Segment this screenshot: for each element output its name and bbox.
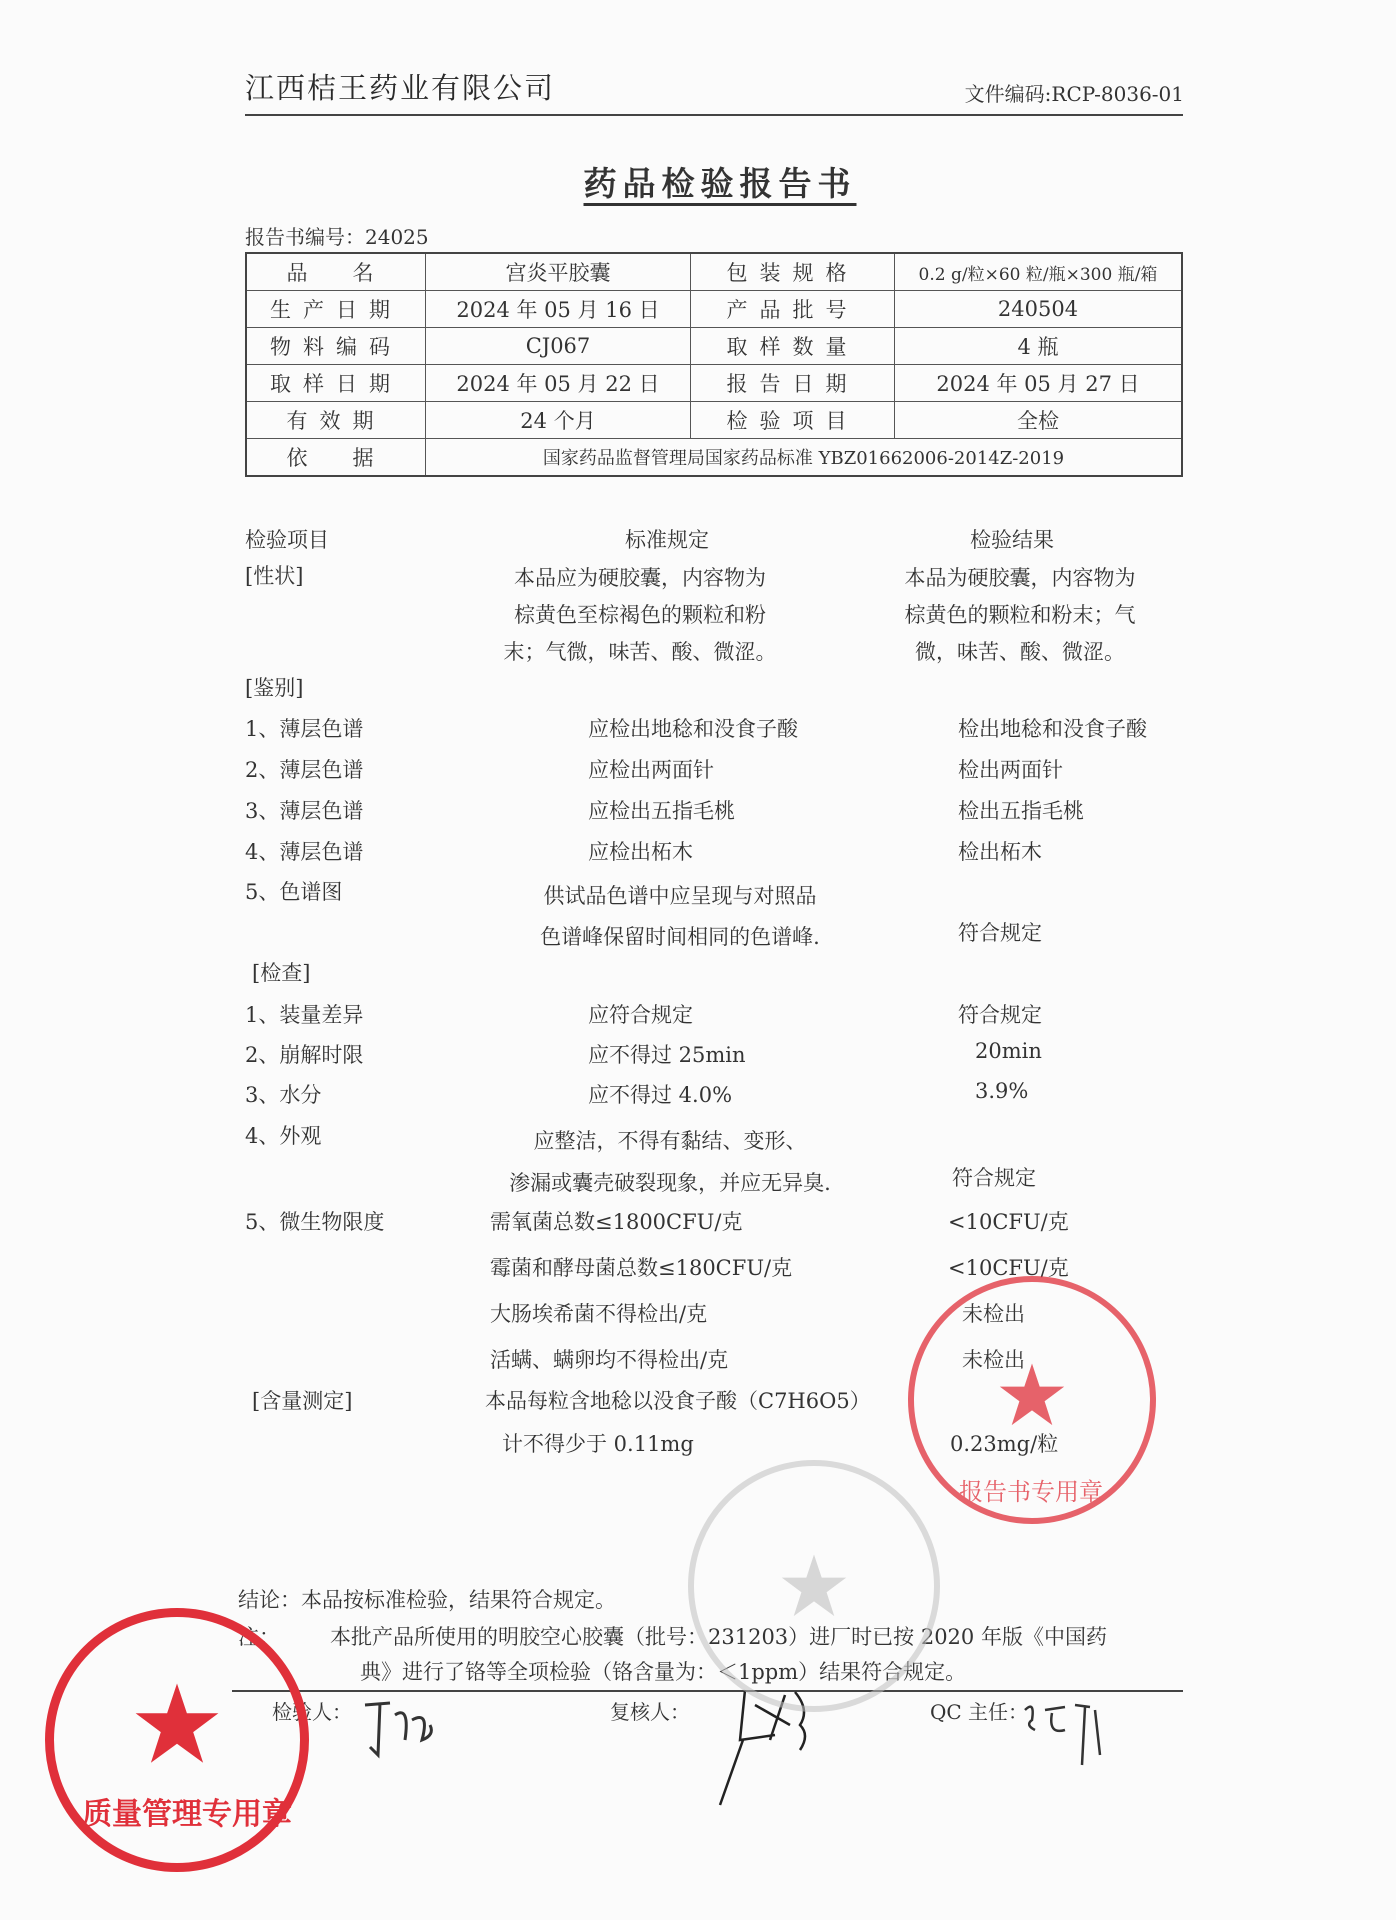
micro-standard: 活螨、螨卵均不得检出/克 <box>490 1348 729 1372</box>
field-label: 取样日期 <box>246 365 426 402</box>
star-icon <box>132 1679 222 1769</box>
field-value: 24 个月 <box>426 402 691 439</box>
field-label: 有效期 <box>246 402 426 439</box>
field-value: 全检 <box>895 402 1183 439</box>
identification-item: 4、薄层色谱 <box>245 840 364 864</box>
inspection-result: 3.9% <box>975 1079 1029 1103</box>
note-line1: 本批产品所使用的明胶空心胶囊（批号：231203）进厂时已按 2020 年版《中国药 <box>330 1625 1107 1649</box>
info-row <box>246 291 1182 328</box>
micro-result: <10CFU/克 <box>948 1256 1069 1280</box>
appearance-check-item: 4、外观 <box>245 1124 322 1148</box>
micro-standard: 大肠埃希菌不得检出/克 <box>490 1302 708 1326</box>
line: 应整洁，不得有黏结、变形、 <box>533 1129 807 1153</box>
note-label: 注： <box>238 1625 280 1649</box>
inspection-standard: 应符合规定 <box>588 1003 693 1027</box>
inspection-standard: 应不得过 4.0% <box>588 1083 733 1107</box>
line: 末；气微，味苦、酸、微涩。 <box>503 640 777 664</box>
assay-standard-line2: 计不得少于 0.11mg <box>502 1432 694 1456</box>
gray-company-seal <box>688 1460 940 1712</box>
identification-standard: 应检出五指毛桃 <box>588 799 735 823</box>
inspection-result: 20min <box>975 1039 1042 1063</box>
inspector-signature <box>360 1695 440 1765</box>
appearance-check-standard <box>460 1120 880 1204</box>
line: 微，味苦、酸、微涩。 <box>915 640 1125 664</box>
field-value: 2024 年 05 月 22 日 <box>426 365 691 402</box>
micro-standard: 需氧菌总数≤1800CFU/克 <box>490 1210 743 1234</box>
micro-item: 5、微生物限度 <box>245 1210 385 1234</box>
report-seal-stamp <box>908 1276 1156 1524</box>
info-row <box>246 365 1182 402</box>
chrom-standard <box>490 876 870 958</box>
reviewer-label: 复核人： <box>610 1700 690 1724</box>
inspection-label: [检查] <box>252 961 311 985</box>
appearance-label: [性状] <box>245 564 304 588</box>
footer-divider <box>232 1690 1183 1692</box>
report-title: 药品检验报告书 <box>583 164 857 203</box>
field-value: CJ067 <box>426 328 691 365</box>
quality-seal-caption: 质量管理专用章 <box>82 1797 292 1832</box>
identification-item: 1、薄层色谱 <box>245 717 364 741</box>
identification-result: 检出地稔和没食子酸 <box>958 717 1147 741</box>
info-row <box>246 328 1182 365</box>
col-item-header: 检验项目 <box>245 528 329 552</box>
field-label: 取样数量 <box>691 328 895 365</box>
company-name: 江西桔王药业有限公司 <box>245 71 556 105</box>
assay-standard-line1: 本品每粒含地稔以没食子酸（C7H6O5） <box>485 1389 871 1413</box>
appearance-check-result: 符合规定 <box>952 1166 1036 1190</box>
file-code: 文件编码:RCP-8036-01 <box>964 82 1184 106</box>
inspection-standard: 应不得过 25min <box>588 1043 746 1067</box>
chrom-item: 5、色谱图 <box>245 880 343 904</box>
report-seal-caption: 报告书专用章 <box>959 1478 1103 1506</box>
micro-standard: 霉菌和酵母菌总数≤180CFU/克 <box>490 1256 793 1280</box>
info-table <box>245 252 1183 477</box>
micro-result: 未检出 <box>962 1348 1025 1372</box>
info-row <box>246 402 1182 439</box>
inspection-item: 3、水分 <box>245 1083 322 1107</box>
basis-row <box>246 439 1182 477</box>
inspection-result: 符合规定 <box>958 1003 1042 1027</box>
quality-seal-stamp <box>45 1608 309 1872</box>
field-label: 包装规格 <box>691 253 895 291</box>
identification-item: 3、薄层色谱 <box>245 799 364 823</box>
identification-result: 检出两面针 <box>958 758 1063 782</box>
field-label: 产品批号 <box>691 291 895 328</box>
col-standard-header: 标准规定 <box>625 528 709 552</box>
identification-item: 2、薄层色谱 <box>245 758 364 782</box>
micro-result: 未检出 <box>962 1302 1025 1326</box>
identification-result: 检出五指毛桃 <box>958 799 1084 823</box>
field-label: 检验项目 <box>691 402 895 439</box>
appearance-result <box>870 560 1170 671</box>
line: 棕黄色至棕褐色的颗粒和粉 <box>514 603 766 627</box>
inspection-item: 2、崩解时限 <box>245 1043 364 1067</box>
field-label: 生产日期 <box>246 291 426 328</box>
field-label: 物料编码 <box>246 328 426 365</box>
identification-standard: 应检出地稔和没食子酸 <box>588 717 798 741</box>
chrom-result: 符合规定 <box>958 921 1042 945</box>
assay-result: 0.23mg/粒 <box>950 1432 1059 1456</box>
field-label: 品 名 <box>246 253 426 291</box>
qc-signature <box>1020 1695 1120 1775</box>
line: 渗漏或囊壳破裂现象，并应无异臭. <box>509 1171 831 1195</box>
line: 本品为硬胶囊，内容物为 <box>904 566 1136 590</box>
note-line2: 典》进行了铬等全项检验（铬含量为：＜1ppm）结果符合规定。 <box>360 1660 967 1684</box>
inspection-item: 1、装量差异 <box>245 1003 364 1027</box>
identification-result: 检出柘木 <box>958 840 1042 864</box>
basis-label: 依 据 <box>246 439 426 477</box>
identification-label: [鉴别] <box>245 676 304 700</box>
header-divider <box>245 114 1183 116</box>
identification-standard: 应检出两面针 <box>588 758 714 782</box>
qc-label: QC 主任： <box>930 1700 1029 1724</box>
field-value: 240504 <box>895 291 1183 328</box>
field-value: 0.2 g/粒×60 粒/瓶×300 瓶/箱 <box>895 253 1183 291</box>
micro-result: <10CFU/克 <box>948 1210 1069 1234</box>
field-value: 2024 年 05 月 27 日 <box>895 365 1183 402</box>
field-value: 4 瓶 <box>895 328 1183 365</box>
assay-label: [含量测定] <box>252 1389 353 1413</box>
identification-standard: 应检出柘木 <box>588 840 693 864</box>
star-icon <box>779 1551 849 1621</box>
field-value: 2024 年 05 月 16 日 <box>426 291 691 328</box>
line: 棕黄色的颗粒和粉末；气 <box>904 603 1136 627</box>
line: 供试品色谱中应呈现与对照品 <box>543 884 817 908</box>
inspector-label: 检验人： <box>272 1700 352 1724</box>
info-row <box>246 253 1182 291</box>
line: 本品应为硬胶囊，内容物为 <box>514 566 766 590</box>
basis-value: 国家药品监督管理局国家药品标准 YBZ01662006-2014Z-2019 <box>426 439 1183 477</box>
field-label: 报告日期 <box>691 365 895 402</box>
appearance-standard <box>490 560 790 671</box>
report-number: 报告书编号：24025 <box>245 225 429 249</box>
col-result-header: 检验结果 <box>970 528 1054 552</box>
field-value: 宫炎平胶囊 <box>426 253 691 291</box>
star-icon <box>997 1360 1067 1430</box>
line: 色谱峰保留时间相同的色谱峰. <box>540 925 820 949</box>
conclusion: 结论：本品按标准检验，结果符合规定。 <box>238 1588 616 1612</box>
